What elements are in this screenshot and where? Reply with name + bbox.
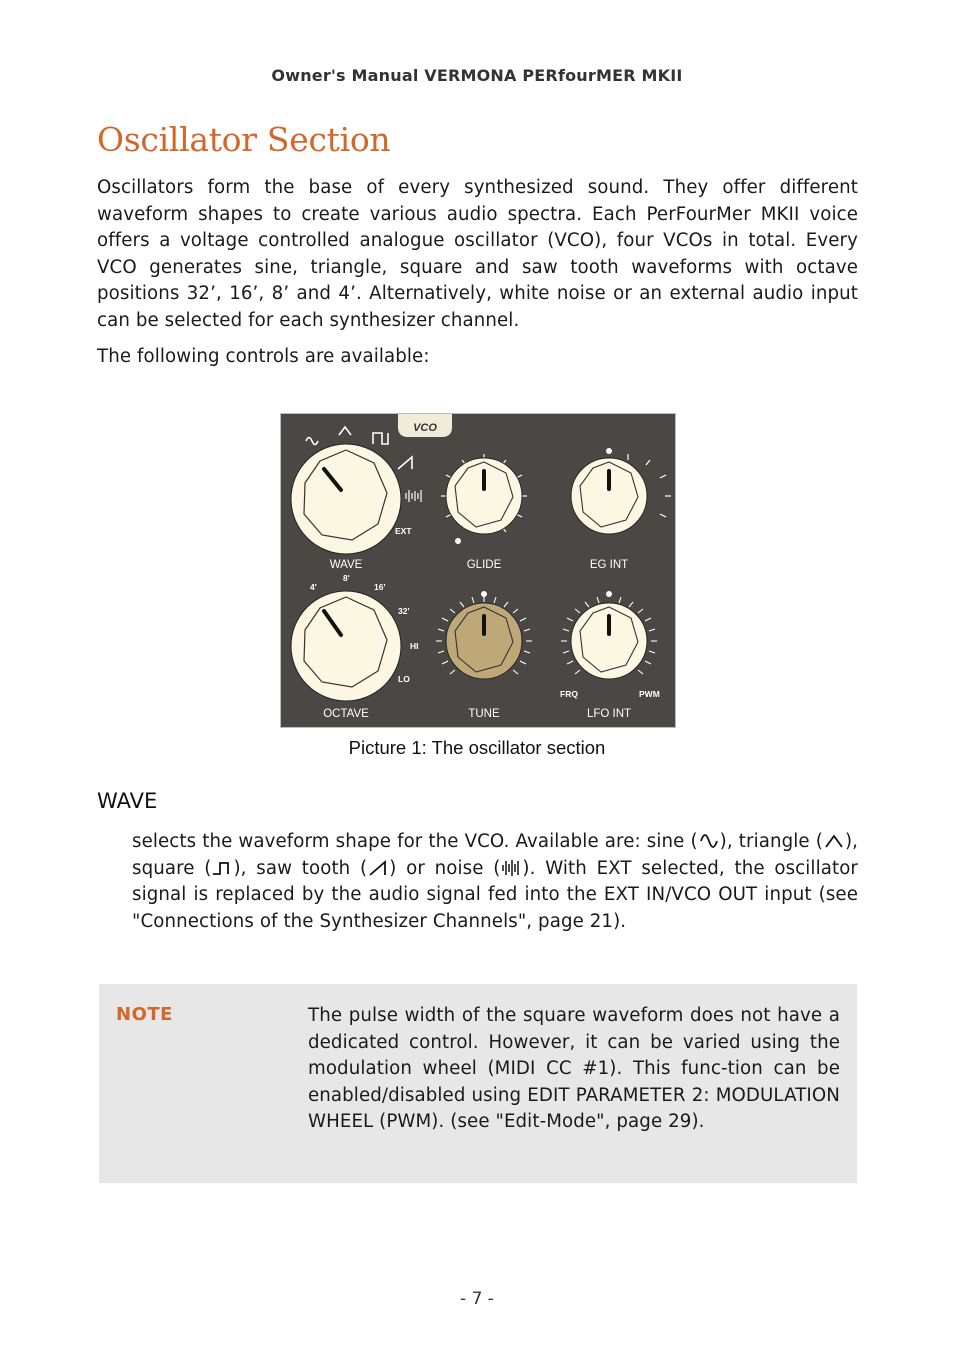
knob-label-eg-int: EG INT: [589, 559, 629, 571]
figure-caption: Picture 1: The oscillator section: [348, 737, 606, 758]
knob-label-wave: WAVE: [329, 559, 363, 571]
octave-label-32: 32': [398, 606, 410, 616]
wave-description: [132, 829, 858, 935]
intro-paragraph: Oscillators form the base of every synthesized sound. They offer different waveform shapes to create various audio spectra. Each PerFourMer MKII voice offers a voltage controlled analogue oscillator (VCO), four VCOs in total. Every VCO generates sine, triangle, square and saw tooth waveforms with octave positions 32’, 16’, 8’ and 4’. Alternatively, white noise or an external audio input can be selected for each synthesizer channel.: [97, 177, 858, 331]
noise-icon: [500, 858, 522, 878]
octave-label-16: 16': [374, 582, 386, 592]
sine-icon: [698, 831, 720, 851]
wave-text-2: ), triangle (: [719, 831, 823, 852]
wave-text-4: ), saw tooth (: [233, 857, 368, 879]
square-icon: [211, 858, 233, 878]
triangle-icon: [823, 831, 845, 851]
wave-text-5: ) or noise (: [389, 857, 501, 879]
octave-label-hi: HI: [410, 641, 419, 651]
knob-label-lfo-int: LFO INT: [586, 708, 632, 720]
note-text: The pulse width of the square waveform does not have a dedicated control. However, it can be varied using the modulation wheel (MIDI CC #1). This func-tion can be enabled/disabled using EDIT PARAMETER 2: MODULATION WHEEL (PWM). (see "Edit-Mode", page 29).: [308, 1005, 840, 1132]
panel-title: VCO: [413, 422, 437, 434]
running-header: Owner's Manual VERMONA PERfourMER MKII: [271, 66, 683, 85]
wave-text-6: ). With EXT selected, the oscillator signal is replaced by the audio signal fed into the EXT IN/VCO OUT input (see "Connections of the Synthesizer Channels", page 21).: [132, 857, 858, 932]
knob-label-octave: OCTAVE: [323, 708, 369, 720]
note-box: [99, 984, 857, 1183]
octave-label-lo: LO: [398, 674, 410, 684]
sawtooth-icon: [367, 858, 389, 878]
octave-label-4: 4': [310, 582, 317, 592]
lfo-label-frq: FRQ: [560, 689, 578, 699]
lfo-label-pwm: PWM: [639, 689, 660, 699]
note-label: NOTE: [116, 1004, 173, 1025]
page-number: - 7 -: [460, 1289, 494, 1309]
octave-label-8: 8': [343, 573, 350, 583]
wave-text-1: selects the waveform shape for the VCO. Available are: sine (: [132, 831, 698, 852]
vco-panel-figure: [280, 413, 676, 728]
wave-text-3: ), square (: [132, 831, 859, 879]
knob-label-tune: TUNE: [468, 708, 500, 720]
wave-heading: WAVE: [97, 789, 158, 813]
octave-knob[interactable]: [291, 591, 401, 701]
section-title: Oscillator Section: [97, 120, 391, 159]
wave-knob[interactable]: [291, 444, 401, 554]
knob-label-glide: GLIDE: [466, 559, 502, 571]
wave-ext-label: EXT: [395, 526, 412, 536]
controls-intro: The following controls are available:: [97, 346, 430, 367]
